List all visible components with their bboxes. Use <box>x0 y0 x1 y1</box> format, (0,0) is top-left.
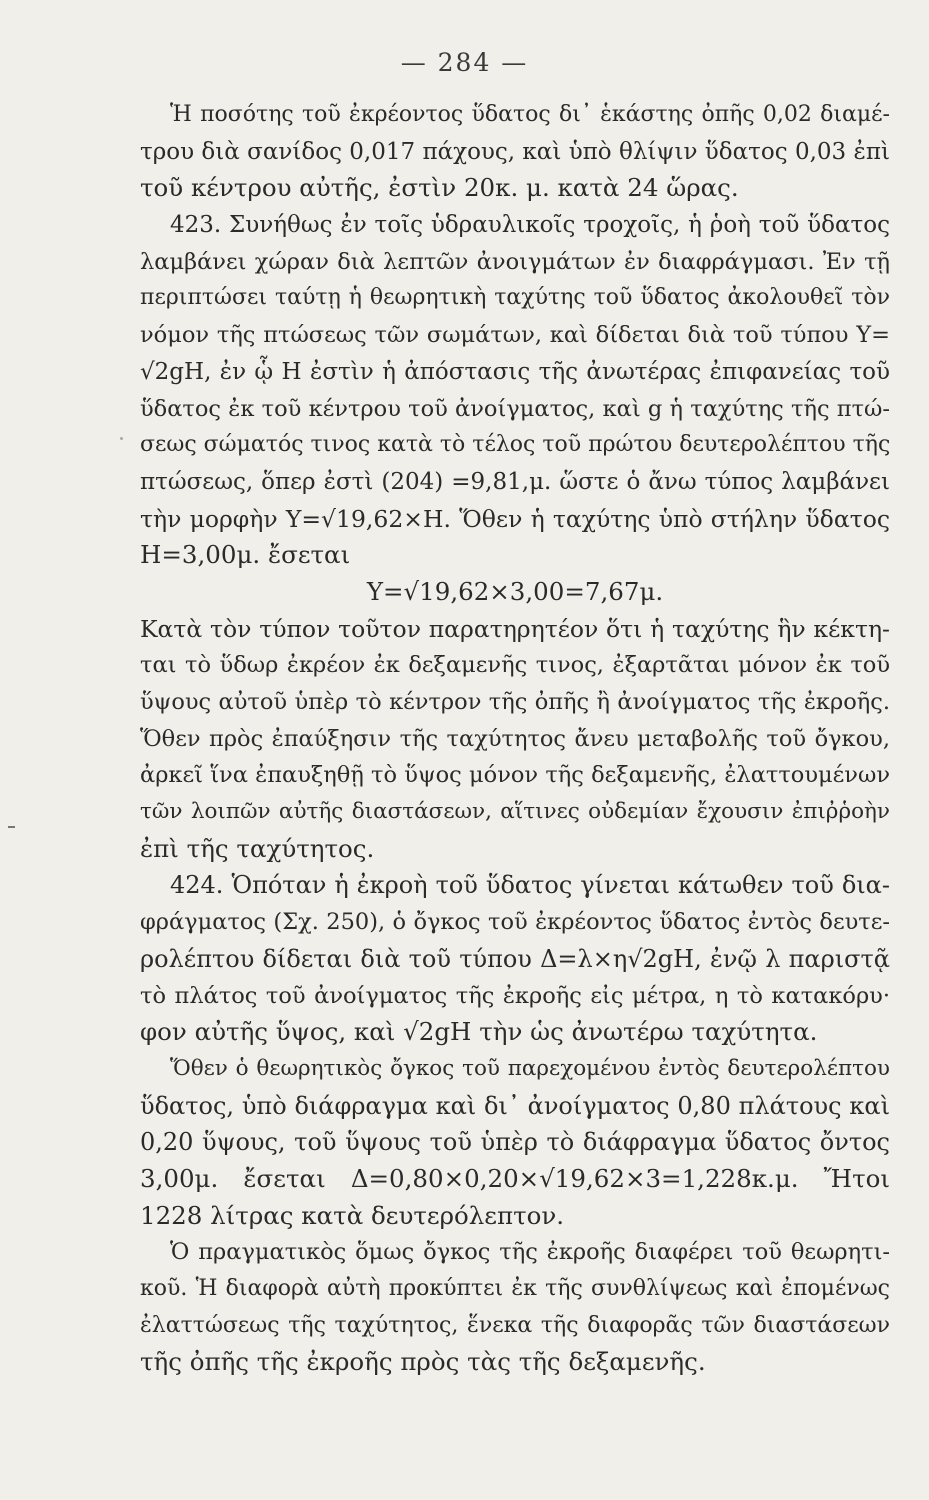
text-line: Ὅθεν ὁ θεωρητικὸς ὄγκος τοῦ παρεχομένου ἐντὸς δευτερολέπτου <box>170 1055 890 1081</box>
margin-mark <box>8 826 15 828</box>
text-line: φον αὐτῆς ὕψος, καὶ √2gH τὴν ὡς ἀνωτέρω ταχύτητα. <box>140 1017 818 1047</box>
page-number: — 284 — <box>400 48 529 77</box>
text-line: λαμβάνει χώραν διὰ λεπτῶν ἀνοιγμάτων ἐν διαφράγμασι. Ἐν τῇ <box>140 248 890 275</box>
text-line: φράγματος (Σχ. 250), ὁ ὄγκος τοῦ ἐκρέοντος ὕδατος ἐντὸς δευτε- <box>140 909 890 936</box>
text-line: ἐπὶ τῆς ταχύτητος. <box>140 833 375 863</box>
text-line: Ὅθεν πρὸς ἐπαύξησιν τῆς ταχύτητος ἄνευ μεταβολῆς τοῦ ὄγκου, <box>140 725 890 752</box>
text-line: τοῦ κέντρου αὐτῆς, ἐστὶν 20κ. μ. κατὰ 24 ὥρας. <box>140 173 739 203</box>
text-line: √2gH, ἐν ᾧ Η ἐστὶν ἡ ἀπόστασις τῆς ἀνωτέρας ἐπιφανείας τοῦ <box>140 358 890 385</box>
text-line: Ἡ ποσότης τοῦ ἐκρέοντος ὕδατος δι᾿ ἑκάστης ὀπῆς 0,02 διαμέ- <box>170 102 890 127</box>
text-line: τὸ πλάτος τοῦ ἀνοίγματος τῆς ἐκροῆς εἰς μέτρα, η τὸ κατακόρυ· <box>140 982 890 1009</box>
body-text <box>140 97 890 1381</box>
text-line: ἀρκεῖ ἵνα ἐπαυξηθῇ τὸ ὕψος μόνον τῆς δεξαμενῆς, ἐλαττουμένων <box>140 762 890 789</box>
text-line: κοῦ. Ἡ διαφορὰ αὐτὴ προκύπτει ἐκ τῆς συνθλίψεως καὶ ἐπομένως <box>140 1276 890 1301</box>
text-line: Ὁ πραγματικὸς ὅμως ὄγκος τῆς ἐκροῆς διαφέρει τοῦ θεωρητι- <box>170 1239 890 1266</box>
text-line: 3,00μ. ἔσεται Δ=0,80×0,20×√19,62×3=1,228κ.μ. Ἤτοι <box>140 1163 890 1193</box>
text-line: ρολέπτου δίδεται διὰ τοῦ τύπου Δ=λ×η√2gH, ἐνῷ λ παριστᾷ <box>140 944 890 973</box>
text-line: πτώσεως, ὅπερ ἐστὶ (204) =9,81,μ. ὥστε ὁ ἄνω τύπος λαμβάνει <box>140 468 890 495</box>
text-line: Κατὰ τὸν τύπον τοῦτον παρατηρητέον ὅτι ἡ ταχύτης ἣν κέκτη- <box>140 614 890 643</box>
text-line: σεως σώματός τινος κατὰ τὸ τέλος τοῦ πρώτου δευτερολέπτου τῆς <box>140 432 891 458</box>
text-line: τῆς ὀπῆς τῆς ἐκροῆς πρὸς τὰς τῆς δεξαμενῆς. <box>140 1347 706 1377</box>
text-line: τρου διὰ σανίδος 0,017 πάχους, καὶ ὑπὸ θλίψιν ὕδατος 0,03 ἐπὶ <box>140 138 890 165</box>
text-line: 1228 λίτρας κατὰ δευτερόλεπτον. <box>140 1200 565 1230</box>
text-line: Η=3,00μ. ἔσεται <box>140 540 351 570</box>
text-line: νόμον τῆς πτώσεως τῶν σωμάτων, καὶ δίδεται διὰ τοῦ τύπου Υ= <box>140 322 890 349</box>
text-line: 0,20 ὕψους, τοῦ ὕψους τοῦ ὑπὲρ τὸ διάφραγμα ὕδατος ὄντος <box>140 1128 890 1157</box>
text-line: Υ=√19,62×3,00=7,67μ. <box>366 576 664 606</box>
text-line: ὕψους αὐτοῦ ὑπὲρ τὸ κέντρον τῆς ὀπῆς ἢ ἀνοίγματος τῆς ἐκροῆς. <box>140 689 890 715</box>
text-line: ὕδατος, ὑπὸ διάφραγμα καὶ δι᾿ ἀνοίγματος 0,80 πλάτους καὶ <box>140 1091 890 1120</box>
text-line: τὴν μορφὴν Υ=√19,62×Η. Ὅθεν ἡ ταχύτης ὑπὸ στήλην ὕδατος <box>140 504 890 533</box>
ink-speck <box>120 437 123 440</box>
text-line: 424. Ὁπόταν ἡ ἐκροὴ τοῦ ὕδατος γίνεται κάτωθεν τοῦ δια- <box>170 871 890 900</box>
text-line: 423. Συνήθως ἐν τοῖς ὑδραυλικοῖς τροχοῖς, ἡ ῥοὴ τοῦ ὕδατος <box>170 212 890 239</box>
text-line: περιπτώσει ταύτῃ ἡ θεωρητικὴ ταχύτης τοῦ ὕδατος ἀκολουθεῖ τὸν <box>140 285 890 311</box>
text-line: τῶν λοιπῶν αὐτῆς διαστάσεων, αἵτινες οὐδεμίαν ἔχουσιν ἐπιῤῥοὴν <box>140 799 890 825</box>
text-line: ται τὸ ὕδωρ ἐκρέον ἐκ δεξαμενῆς τινος, ἐξαρτᾶται μόνον ἐκ τοῦ <box>140 652 890 679</box>
text-line: ἐλαττώσεως τῆς ταχύτητος, ἕνεκα τῆς διαφορᾶς τῶν διαστάσεων <box>140 1312 890 1338</box>
text-line: ὕδατος ἐκ τοῦ κέντρου τοῦ ἀνοίγματος, καὶ g ἡ ταχύτης τῆς πτώ- <box>140 395 890 422</box>
